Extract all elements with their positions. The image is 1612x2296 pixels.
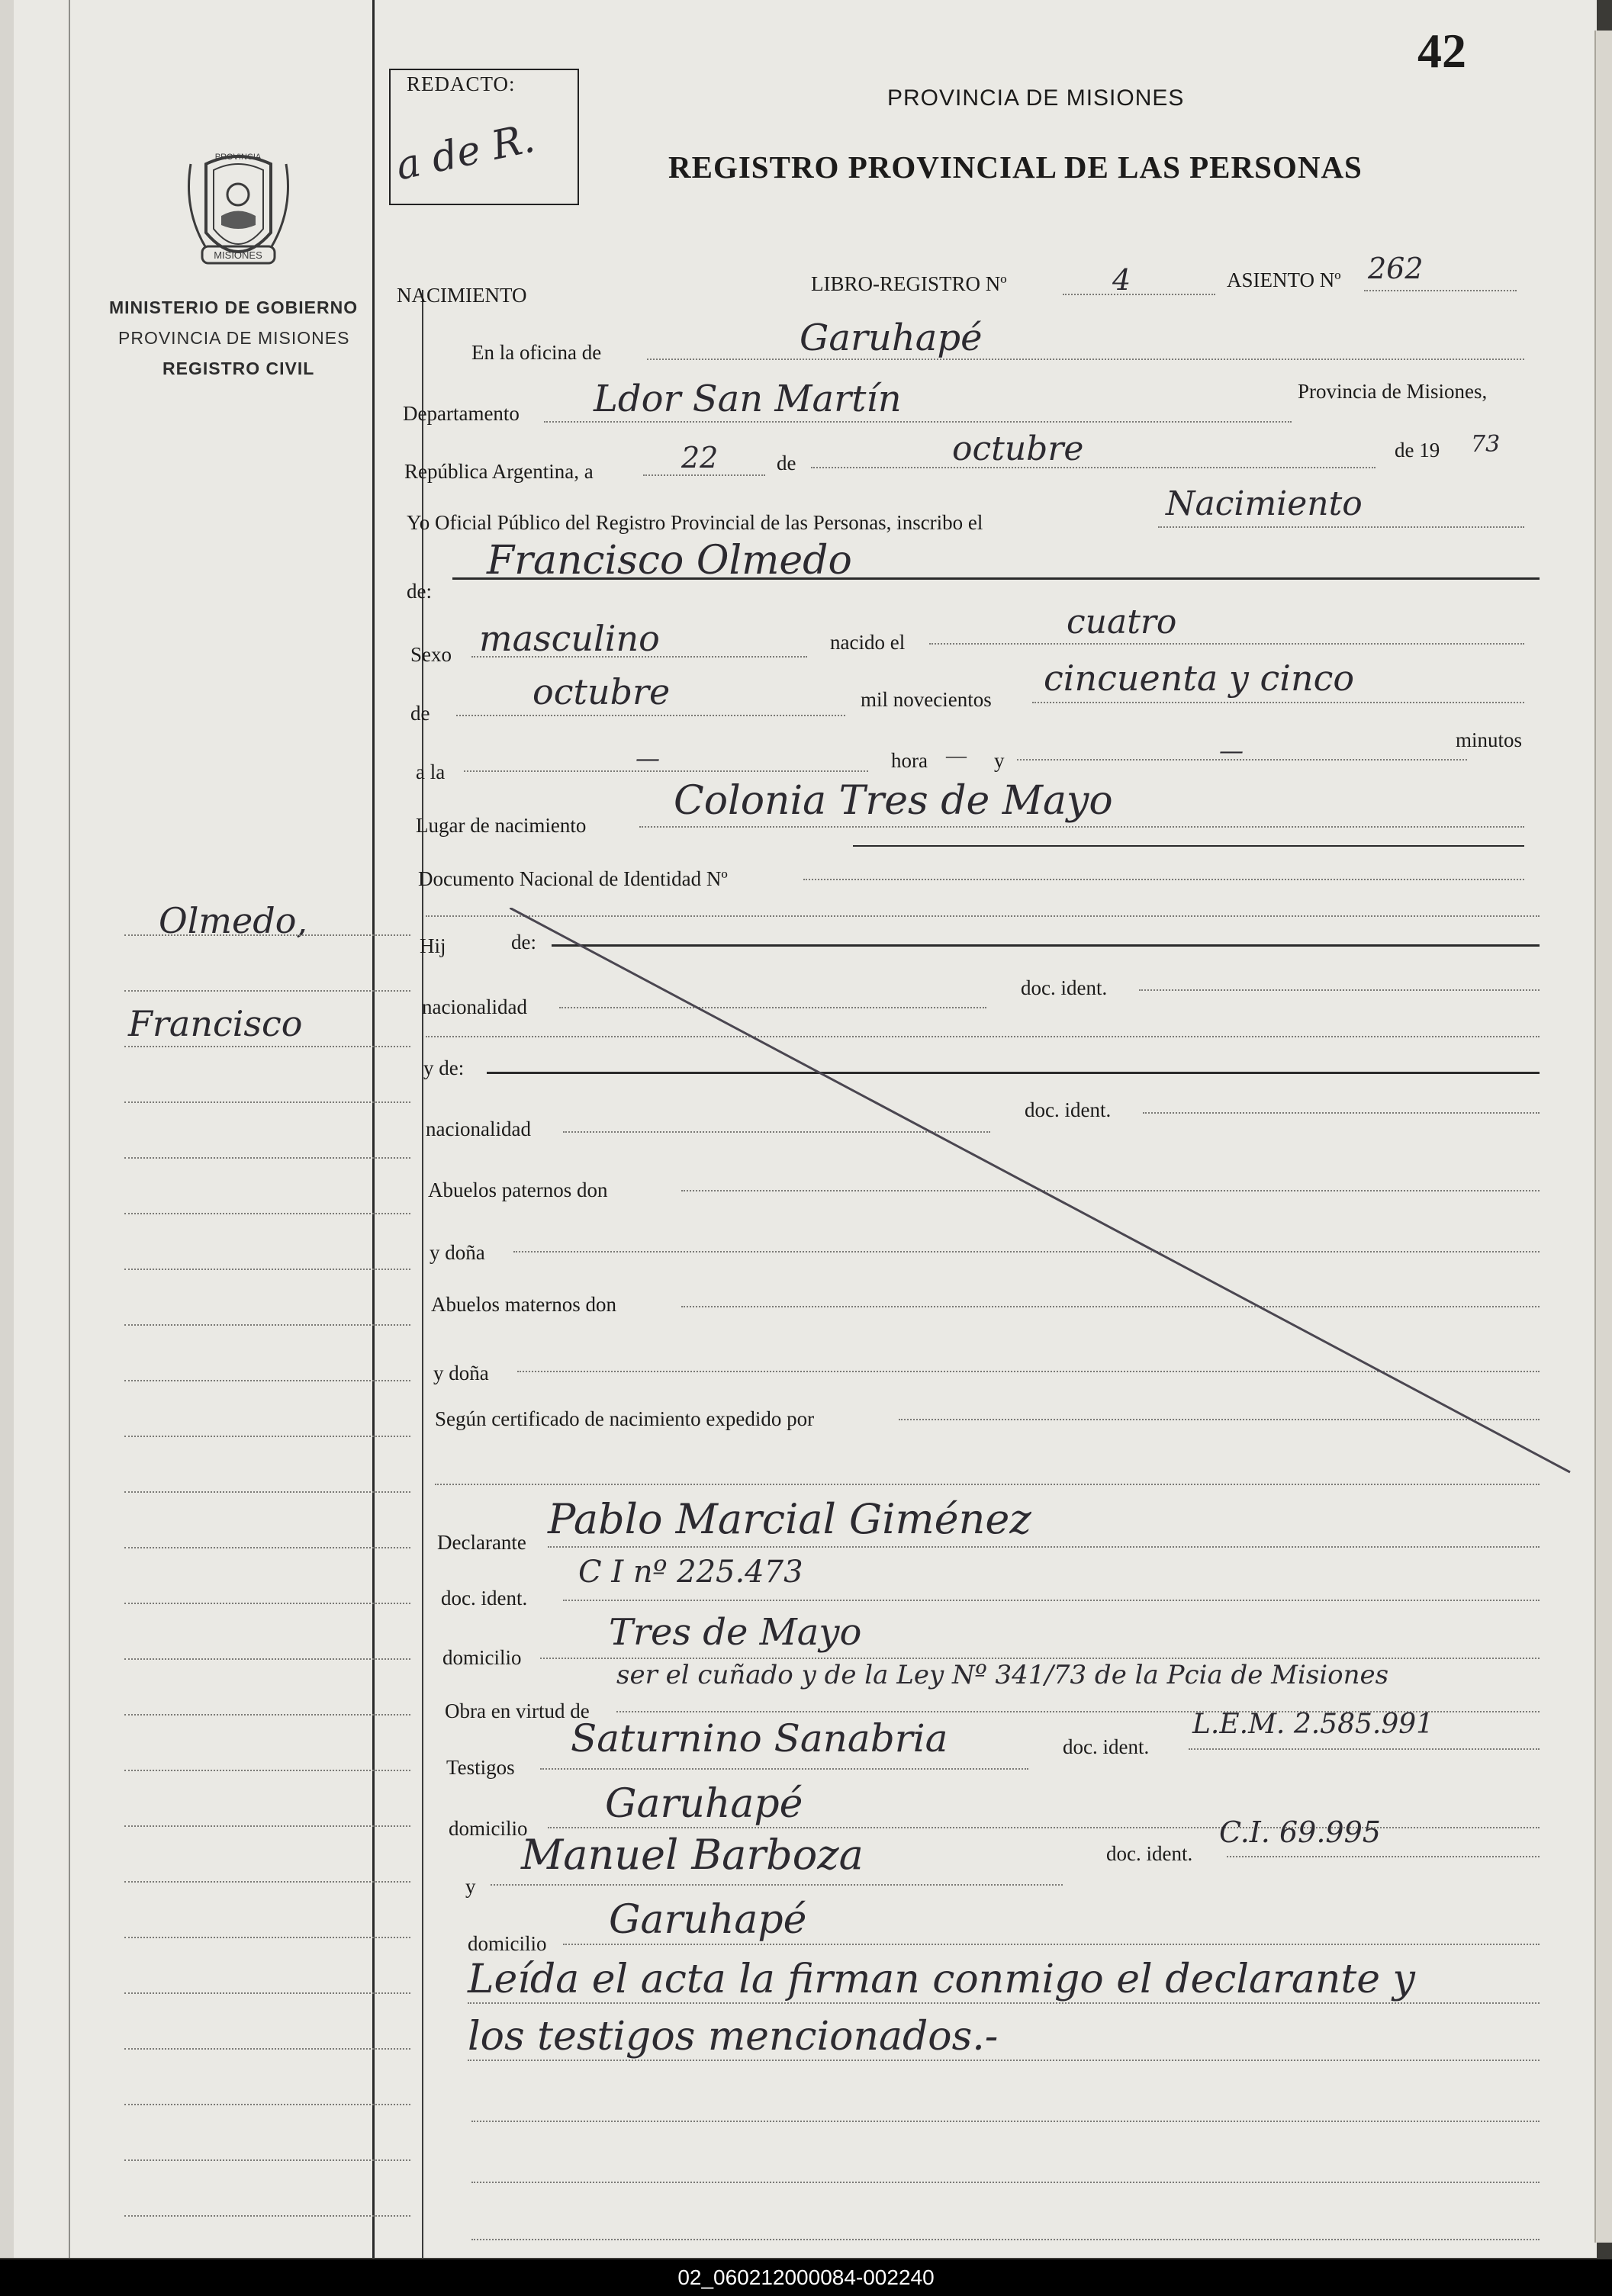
- y-label: y: [994, 749, 1005, 772]
- margin-ruled-line: [124, 1213, 410, 1214]
- cancellation-line: [510, 908, 1578, 1480]
- margin-rule: [69, 0, 70, 2258]
- margin-surname: Olmedo,: [159, 900, 308, 941]
- register-page: [14, 0, 1597, 2258]
- margin-ruled-line: [124, 1937, 410, 1938]
- margin-ruled-line: [124, 2048, 410, 2050]
- domicilio-testigo1-value: Garuhapé: [605, 1781, 803, 1827]
- side-header-ministry: MINISTERIO DE GOBIERNO: [109, 297, 359, 317]
- dia-value: 22: [681, 441, 719, 474]
- column-rule: [372, 0, 375, 2258]
- sexo-label: Sexo: [410, 643, 452, 666]
- declarante-label: Declarante: [437, 1531, 526, 1554]
- oficina-value: Garuhapé: [800, 317, 983, 359]
- segun-label: Según certificado de nacimiento expedido por: [435, 1407, 815, 1430]
- redacto-label: REDACTO:: [407, 72, 516, 95]
- margin-ruled-line: [124, 934, 410, 936]
- margin-ruled-line: [124, 1992, 410, 1994]
- obra-label: Obra en virtud de: [445, 1699, 590, 1722]
- provincial-seal-icon: [175, 149, 301, 278]
- margin-ruled-line: [124, 1157, 410, 1159]
- minutos-value: —: [1219, 736, 1244, 765]
- hora-label: hora: [891, 749, 928, 772]
- hij-de-label: de:: [511, 931, 536, 953]
- margin-ruled-line: [124, 1101, 410, 1103]
- margin-ruled-line: [124, 1603, 410, 1604]
- asiento-label: ASIENTO Nº: [1227, 269, 1341, 291]
- y-dona2-label: y doña: [433, 1362, 489, 1384]
- libro-label: LIBRO-REGISTRO Nº: [811, 272, 1007, 295]
- oficina-label: En la oficina de: [471, 341, 602, 364]
- margin-ruled-line: [124, 1491, 410, 1493]
- republica-label: República Argentina, a: [404, 460, 594, 483]
- departamento-value: Ldor San Martín: [594, 378, 902, 420]
- margin-ruled-line: [124, 1324, 410, 1326]
- seal-top-text: PROVINCIA: [214, 153, 262, 162]
- margin-ruled-line: [124, 1547, 410, 1548]
- margin-ruled-line: [124, 1825, 410, 1827]
- margin-ruled-line: [124, 1881, 410, 1883]
- obra-value: ser el cuñado y de la Ley Nº 341/73 de la Pcia de Misiones: [616, 1660, 1389, 1690]
- testigo1-value: Saturnino Sanabria: [571, 1716, 948, 1761]
- province-title: PROVINCIA DE MISIONES: [887, 85, 1185, 111]
- folio-number: 42: [1417, 24, 1466, 78]
- closing-line-1: Leída el acta la firman conmigo el declarante y: [468, 1957, 1415, 2002]
- doc1-label: doc. ident.: [1021, 976, 1108, 999]
- y-dona1-label: y doña: [430, 1241, 485, 1264]
- seal-bottom-text: MISIONES: [214, 249, 262, 261]
- abuelos-maternos-label: Abuelos maternos don: [431, 1293, 616, 1316]
- doc-testigo2-label: doc. ident.: [1106, 1842, 1193, 1865]
- mil-label: mil novecientos: [861, 688, 992, 711]
- nacionalidad1-label: nacionalidad: [422, 995, 527, 1018]
- doc2-label: doc. ident.: [1025, 1098, 1112, 1121]
- domicilio-testigo2-label: domicilio: [468, 1932, 547, 1955]
- doc-testigo1-label: doc. ident.: [1063, 1735, 1150, 1758]
- mes-value: octubre: [952, 429, 1084, 468]
- oficial-label: Yo Oficial Público del Registro Provincial de las Personas, inscribo el: [407, 511, 983, 534]
- nacido-anio-value: cincuenta y cinco: [1044, 658, 1355, 699]
- departamento-label: Departamento: [403, 402, 520, 425]
- doc-declarante-value: C I nº 225.473: [578, 1555, 803, 1590]
- y2-label: y: [465, 1875, 476, 1898]
- testigo2-value: Manuel Barboza: [521, 1831, 864, 1879]
- nombre-value: Francisco Olmedo: [487, 538, 852, 584]
- libro-value: 4: [1112, 263, 1131, 297]
- provincia-label: Provincia de Misiones,: [1298, 380, 1488, 403]
- anio-label: de 19: [1395, 439, 1440, 461]
- nacido-mes-value: octubre: [533, 671, 671, 712]
- image-code-footer: 02_060212000084-002240: [0, 2259, 1612, 2296]
- registry-title: REGISTRO PROVINCIAL DE LAS PERSONAS: [668, 150, 1363, 185]
- side-header-registry: REGISTRO CIVIL: [162, 359, 315, 378]
- margin-ruled-line: [124, 1714, 410, 1716]
- domicilio-declarante-value: Tres de Mayo: [609, 1611, 862, 1654]
- domicilio-testigo1-label: domicilio: [449, 1817, 528, 1840]
- side-header-province: PROVINCIA DE MISIONES: [118, 328, 350, 348]
- domicilio-testigo2-value: Garuhapé: [609, 1897, 807, 1943]
- margin-given-name: Francisco: [128, 1003, 303, 1044]
- redacto-initials: a de R.: [391, 115, 539, 190]
- sexo-value: masculino: [479, 618, 660, 659]
- de-label: de: [777, 452, 796, 474]
- margin-ruled-line: [124, 1380, 410, 1381]
- anio-value: 73: [1471, 431, 1501, 458]
- hora-value: —: [635, 744, 660, 773]
- lugar-label: Lugar de nacimiento: [416, 814, 587, 837]
- nacido-label: nacido el: [830, 631, 906, 654]
- hora-dash: —: [946, 744, 967, 767]
- margin-ruled-line: [124, 990, 410, 992]
- lugar-value: Colonia Tres de Mayo: [674, 778, 1113, 824]
- margin-ruled-line: [124, 1658, 410, 1660]
- de3-label: de: [410, 702, 430, 725]
- abuelos-paternos-label: Abuelos paternos don: [428, 1179, 608, 1201]
- de2-label: de:: [407, 580, 432, 603]
- doc-declarante-label: doc. ident.: [441, 1587, 528, 1609]
- a-la-label: a la: [416, 761, 446, 783]
- margin-ruled-line: [124, 2215, 410, 2217]
- margin-ruled-line: [124, 1046, 410, 1047]
- margin-ruled-line: [124, 1269, 410, 1270]
- minutos-label: minutos: [1456, 728, 1523, 751]
- dni-label: Documento Nacional de Identidad Nº: [418, 867, 728, 890]
- acto-value: Nacimiento: [1166, 484, 1363, 523]
- testigos-label: Testigos: [446, 1756, 515, 1779]
- domicilio-declarante-label: domicilio: [442, 1646, 522, 1669]
- record-type: NACIMIENTO: [397, 284, 527, 307]
- margin-ruled-line: [124, 2104, 410, 2105]
- asiento-value: 262: [1368, 252, 1424, 285]
- next-page-edge: [1594, 31, 1612, 2243]
- closing-line-2: los testigos mencionados.-: [468, 2014, 999, 2060]
- nacionalidad2-label: nacionalidad: [426, 1117, 531, 1140]
- margin-ruled-line: [124, 2159, 410, 2161]
- margin-ruled-line: [124, 1770, 410, 1771]
- doc-testigo1-value: L.E.M. 2.585.991: [1192, 1709, 1434, 1740]
- y-de-label: y de:: [423, 1056, 465, 1079]
- declarante-value: Pablo Marcial Giménez: [548, 1495, 1031, 1543]
- hij-label: Hij: [420, 934, 446, 957]
- doc-testigo2-value: C.I. 69.995: [1219, 1815, 1381, 1849]
- margin-ruled-line: [124, 1436, 410, 1437]
- binding-strip: [0, 0, 14, 2258]
- nacido-dia-value: cuatro: [1067, 603, 1177, 642]
